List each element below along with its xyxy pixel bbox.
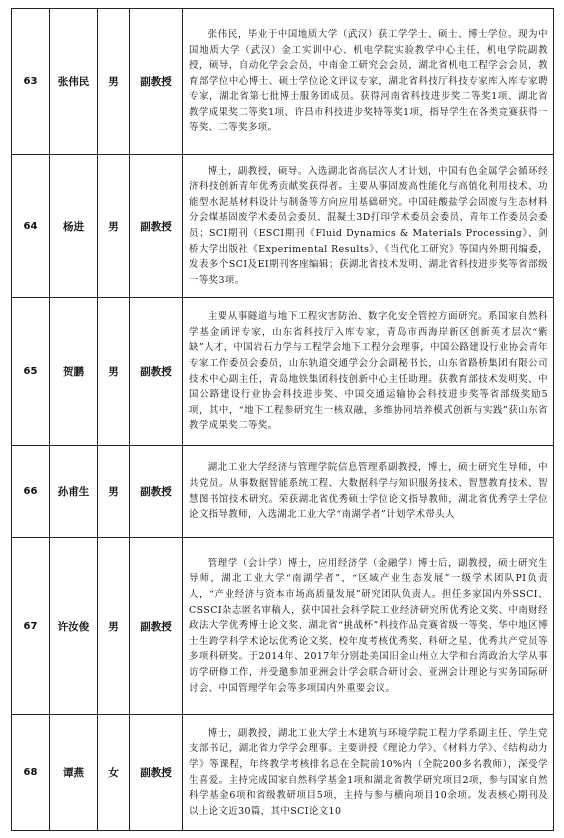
person-gender: 男 [98,298,130,446]
table-row [12,446,554,538]
person-gender: 男 [98,9,130,155]
row-number: 67 [12,538,50,715]
table-row [12,298,554,446]
row-number: 65 [12,298,50,446]
table-row [12,155,554,298]
person-description: 博士，副教授，湖北工业大学土木建筑与环境学院工程力学系副主任、学生党支部书记，湖北省力学学会理事。主要讲授《理论力学》、《材料力学》、《结构动力学》等课程，年终教学考核排名总在全院前10%内（全院200多名教师），深受学生喜爱。主持完成国家自然科学基金1项和湖北省教学研究项目2项，参与国家自然科学基金6项和省级教研项目5项，主持与参与横向项目10余项。发表核心期刊及以上论文近30篇，其中SCI论文10 [183,715,554,831]
row-number: 68 [12,715,50,831]
table-row [12,538,554,715]
person-description: 博士，副教授，硕导。入选湖北省高层次人才计划，中国有色金属学会循环经济科技创新青年优秀贡献奖获得者。主要从事固废高性能化与高值化利用技术、功能型水泥基材料设计与制备等方向应用基础研究。中国硅酸盐学会固废与生态材料分会煤基固废学术委员会委员、混凝土3D打印学术委员会委员、青年工作委员会委员；SCI期刊（ESCI期刊《Fluid Dynamics & Materials Processing》、剑桥大学出版社《Experimental Results》、《当代化工研究》等国内外期刊编委，发表多个SCI及EI期刊客座编辑；获湖北省技术发明、湖北省科技进步奖等省部级一等奖3项。 [183,155,554,298]
person-description: 湖北工业大学经济与管理学院信息管理系副教授，博士，硕士研究生导师，中共党员。从事数据智能系统工程、大数据科学与知识服务技术、智慧教育技术、智慧图书馆技术研究。荣获湖北省优秀硕士学位论文指导教师，湖北省优秀学士学位论文指导教师，入选湖北工业大学“南湖学者”计划学术带头人 [183,446,554,538]
person-title: 副教授 [130,446,183,538]
person-description: 管理学（会计学）博士，应用经济学（金融学）博士后，副教授，硕士研究生导师，湖北工业大学“南湖学者”，“区域产业生态发展”一级学术团队PI负责人，“产业经济与资本市场高质量发展”研究团队负责人。担任多家国内外SSCI、CSSCI杂志匿名审稿人，获中国社会科学院工业经济研究所优秀论文奖、中南财经政法大学优秀博士论文奖、湖北省“挑战杯”科技作品竞赛省级一等奖、华中地区博士生跨学科学术论坛优秀论文奖、校年度考核优秀奖、科研之星、优秀共产党员等多项科研奖。于2014年、2017年分别赴美国旧金山州立大学和台湾政治大学从事访学研修工作，并受邀参加亚洲会计学会联合研讨会、亚洲会计理论与实务国际研讨会、中国管理学年会等多项国内外重要会议。 [183,538,554,715]
person-description: 张伟民，毕业于中国地质大学（武汉）获工学学士、硕士、博士学位。现为中国地质大学（武汉）金工实训中心、机电学院实验教学中心主任，机电学院副教授，硕导，自动化学会会员，中南金工研究会会员，湖北省机电工程学会会员，教育部学位中心博士、硕士学位论文评议专家，湖北省科技厅科技专家库入库专家聘专家，湖北省第七批博士服务团成员。获得河南省科技进步奖二等奖1项、湖北省教学成果奖二等奖1项、许昌市科技进步奖特等奖1项，指导学生在各类竞赛获得一等奖、二等奖多项。 [183,9,554,155]
person-name: 谭燕 [50,715,98,831]
person-name: 许汝俊 [50,538,98,715]
faculty-table [11,8,554,831]
person-title: 副教授 [130,298,183,446]
person-gender: 男 [98,538,130,715]
table-row [12,715,554,831]
person-name: 张伟民 [50,9,98,155]
person-gender: 男 [98,446,130,538]
person-title: 副教授 [130,155,183,298]
table-row [12,9,554,155]
row-number: 63 [12,9,50,155]
person-name: 孙甫生 [50,446,98,538]
person-name: 贺鹏 [50,298,98,446]
person-gender: 男 [98,155,130,298]
person-title: 副教授 [130,538,183,715]
person-title: 副教授 [130,9,183,155]
person-title: 副教授 [130,715,183,831]
person-gender: 女 [98,715,130,831]
person-name: 杨进 [50,155,98,298]
person-description: 主要从事隧道与地下工程灾害防治、数字化安全管控方面研究。系国家自然科学基金函评专家，山东省科技厅入库专家，青岛市西海岸新区创新英才层次“紫缺”人才，中国岩石力学与工程学会地下工程分会理事，中国公路建设行业协会青年专家工作委员会委员，山东轨道交通学会分会副秘书长，山东省路桥集团有限公司技术中心副主任，青岛地铁集团科技创新中心主任助理。获教育部技术发明奖、中国公路建设行业协会科技进步奖、中国交通运输协会科技进步奖等省部级奖励5项，其中，“地下工程参研究生一核双融，多维协同培养模式创新与实践”获山东省教学成果奖二等奖。 [183,298,554,446]
row-number: 66 [12,446,50,538]
row-number: 64 [12,155,50,298]
